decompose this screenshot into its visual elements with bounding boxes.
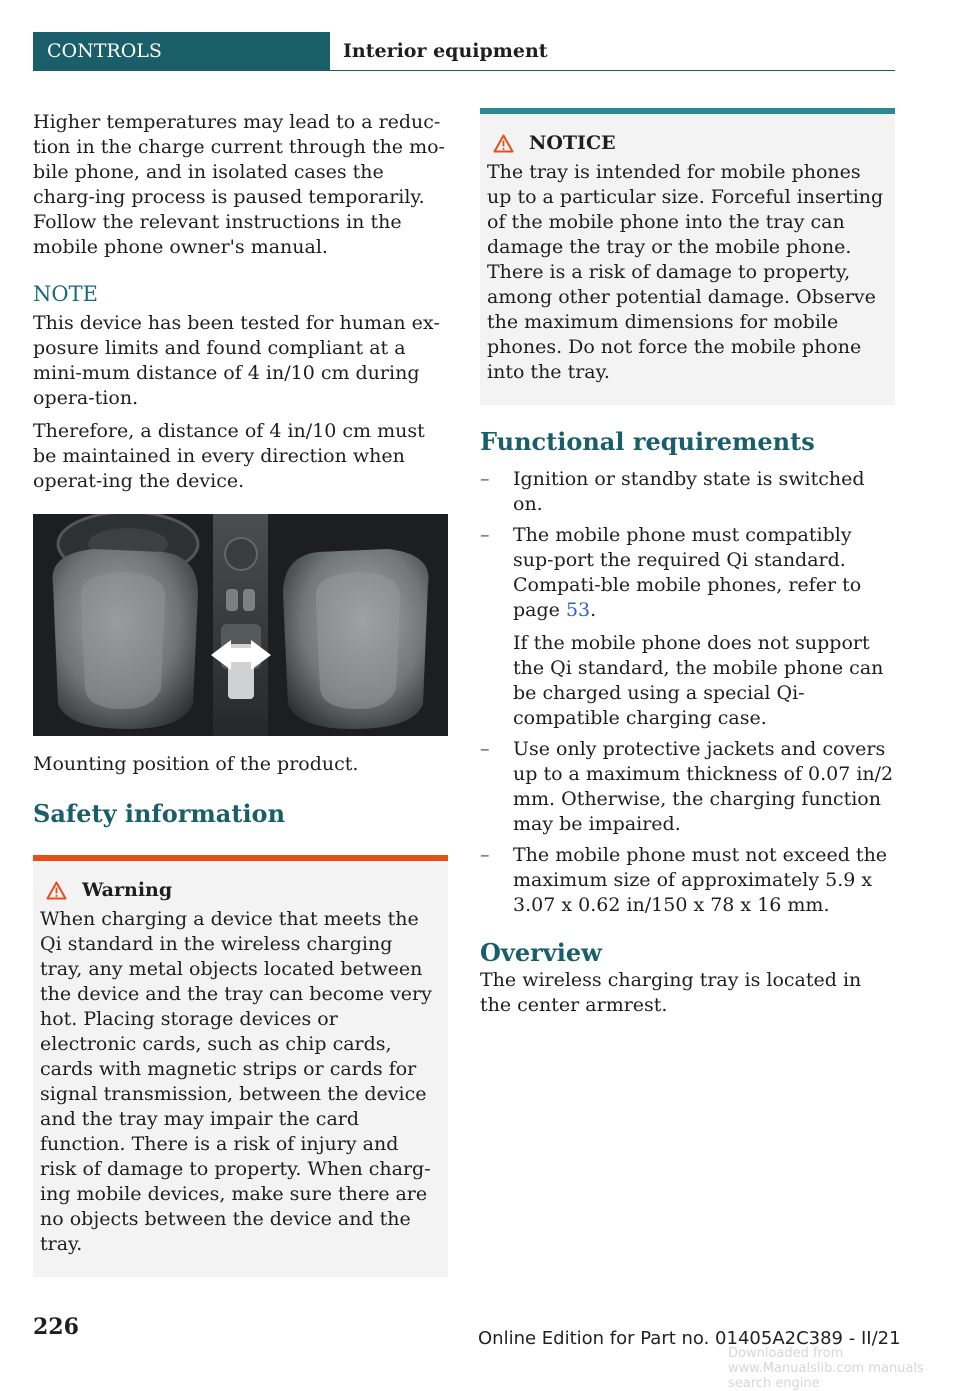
note-paragraph: Therefore, a distance of 4 in/10 cm must be maintained in every direction when operat‐ing the device. (33, 420, 425, 492)
requirements-list (480, 467, 895, 918)
notice-title: NOTICE (529, 132, 616, 154)
list-item: – Use only protective jackets and covers up to a maximum thickness of 0.07 in/2 mm. Otherwise, the charging function may be impaired. (480, 737, 895, 837)
warning-triangle-icon (46, 881, 67, 900)
note-paragraph: This device has been tested for human ex‐posure limits and found compliant at a mini‐mum distance of 4 in/10 cm during opera‐tion. (33, 312, 440, 409)
warning-triangle-icon (493, 134, 514, 153)
product-photo (33, 514, 448, 736)
warning-header (40, 877, 440, 903)
list-item: – The mobile phone must compatibly sup‐port the required Qi standard. Compati‐ble mobile phones, refer to page 53. If the mobile phone does not support the Qi standard, the mobile phone can be charged using a special Qi-compatible charging case. (480, 523, 895, 731)
watermark: Downloaded from www.Manualslib.com manuals search engine (728, 1346, 924, 1391)
left-column (33, 108, 448, 1277)
warning-box (33, 855, 448, 1277)
overview-heading: Overview (480, 938, 602, 967)
list-item: – Ignition or standby state is switched on. (480, 467, 895, 517)
page-link[interactable]: 53 (565, 599, 591, 621)
notice-box (480, 108, 895, 405)
warning-text: When charging a device that meets the Qi standard in the wireless charging tray, any metal objects located between the device and the tray can become very hot. Placing storage devices or electronic cards, such as chip cards, cards with magnetic strips or cards for signal transmission, between the device and the tray may impair the card function. There is a risk of injury and risk of damage to property. When charg‐ing mobile devices, make sure there are no objects between the device and the tray. (40, 908, 432, 1255)
list-item: – The mobile phone must not exceed the maximum size of approximately 5.9 x 3.07 x 0.62 in/150 x 78 x 16 mm. (480, 843, 895, 918)
chapter-title: Interior equipment (343, 40, 548, 62)
edition-footer: Online Edition for Part no. 01405A2C389 - II/21 (478, 1328, 901, 1349)
functional-requirements-heading: Functional requirements (480, 427, 815, 456)
note-heading: NOTE (33, 282, 98, 306)
image-caption: Mounting position of the product. (33, 753, 359, 775)
page-number: 226 (33, 1314, 79, 1340)
notice-text: The tray is intended for mobile phones up to a particular size. Forceful inserting of the mobile phone into the tray can damage the tray or the mobile phone. There is a risk of damage to property, among other potential damage. Observe the maximum dimensions for mobile phones. Do not force the mobile phone into the tray. (487, 161, 884, 383)
section-tab: CONTROLS (33, 32, 330, 71)
header-rule (330, 70, 895, 71)
safety-heading: Safety information (33, 799, 286, 828)
list-item-extra: If the mobile phone does not support the Qi standard, the mobile phone can be charged using a special Qi-compatible charging case. (513, 632, 884, 729)
intro-paragraph: Higher temperatures may lead to a reduc‐tion in the charge current through the mo‐bile phone, and in isolated cases the charg‐ing process is paused temporarily. Follow the relevant instructions in the mobile phone owner's manual. (33, 111, 445, 258)
overview-text: The wireless charging tray is located in the center armrest. (480, 969, 862, 1016)
car-interior-illustration (33, 514, 448, 736)
page-header (33, 32, 895, 72)
warning-title: Warning (82, 879, 173, 901)
right-column (480, 108, 895, 1018)
notice-header (487, 130, 887, 156)
